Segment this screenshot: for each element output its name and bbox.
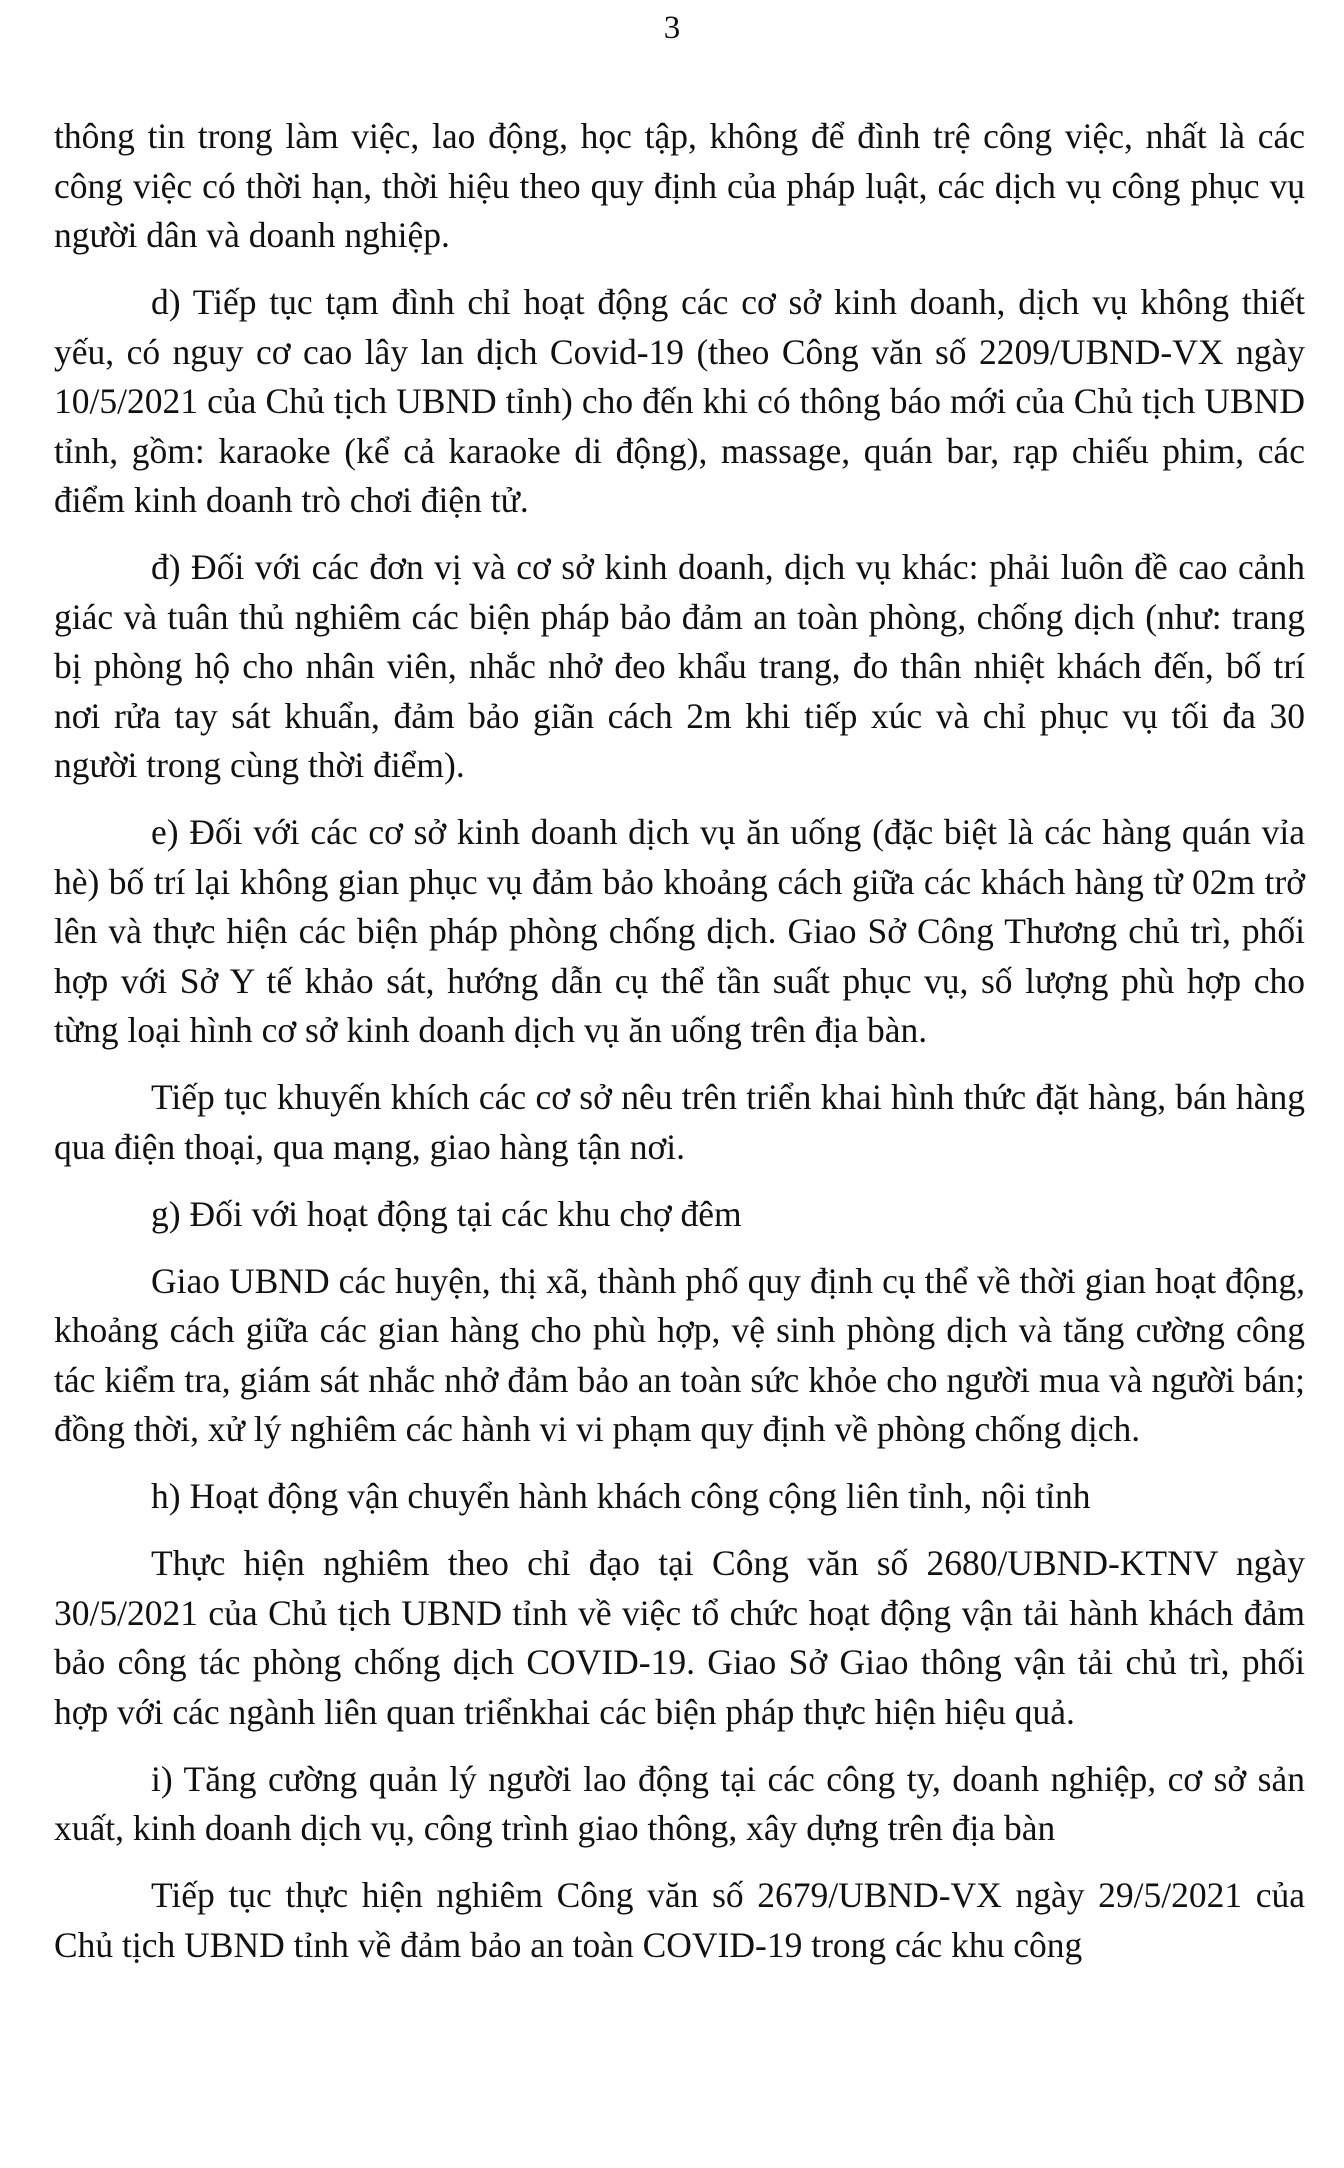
paragraph-item-g-body: Giao UBND các huyện, thị xã, thành phố quy định cụ thể về thời gian hoạt động, khoảng cách giữa các gian hàng cho phù hợp, vệ sinh phòng dịch và tăng cường công tác kiểm tra, giám sát nhắc nhở đảm bảo an toàn sức khỏe cho người mua và người bán; đồng thời, xử lý nghiêm các hành vi vi phạm quy định về phòng chống dịch. [54,1260,1305,1449]
document-body [54,112,1305,1988]
paragraph-item-i-heading: i) Tăng cường quản lý người lao động tại các công ty, doanh nghiệp, cơ sở sản xuất, kinh doanh dịch vụ, công trình giao thông, xây dựng trên địa bàn [54,1758,1305,1848]
paragraph-item-d: d) Tiếp tục tạm đình chỉ hoạt động các cơ sở kinh doanh, dịch vụ không thiết yếu, có nguy cơ cao lây lan dịch Covid-19 (theo Công văn số 2209/UBND-VX ngày 10/5/2021 của Chủ tịch UBND tỉnh) cho đến khi có thông báo mới của Chủ tịch UBND tỉnh, gồm: karaoke (kể cả karaoke di động), massage, quán bar, rạp chiếu phim, các điểm kinh doanh trò chơi điện tử. [54,282,1305,520]
paragraph-item-e: e) Đối với các cơ sở kinh doanh dịch vụ ăn uống (đặc biệt là các hàng quán vỉa hè) bố trí lại không gian phục vụ đảm bảo khoảng cách giữa các khách hàng từ 02m trở lên và thực hiện các biện pháp phòng chống dịch. Giao Sở Công Thương chủ trì, phối hợp với Sở Y tế khảo sát, hướng dẫn cụ thể tần suất phục vụ, số lượng phù hợp cho từng loại hình cơ sở kinh doanh dịch vụ ăn uống trên địa bàn. [54,812,1305,1050]
paragraph-item-e-continued: Tiếp tục khuyến khích các cơ sở nêu trên triển khai hình thức đặt hàng, bán hàng qua điện thoại, qua mạng, giao hàng tận nơi. [54,1077,1305,1167]
paragraph-item-h-body: Thực hiện nghiêm theo chỉ đạo tại Công văn số 2680/UBND-KTNV ngày 30/5/2021 của Chủ tịch UBND tỉnh về việc tổ chức hoạt động vận tải hành khách đảm bảo công tác phòng chống dịch COVID-19. Giao Sở Giao thông vận tải chủ trì, phối hợp với các ngành liên quan triểnkhai các biện pháp thực hiện hiệu quả. [54,1543,1305,1732]
paragraph-item-dd: đ) Đối với các đơn vị và cơ sở kinh doanh, dịch vụ khác: phải luôn đề cao cảnh giác và tuân thủ nghiêm các biện pháp bảo đảm an toàn phòng, chống dịch (như: trang bị phòng hộ cho nhân viên, nhắc nhở đeo khẩu trang, đo thân nhiệt khách đến, bố trí nơi rửa tay sát khuẩn, đảm bảo giãn cách 2m khi tiếp xúc và chỉ phục vụ tối đa 30 người trong cùng thời điểm). [54,547,1305,785]
paragraph-item-g-heading: g) Đối với hoạt động tại các khu chợ đêm [151,1193,742,1234]
page-number: 3 [663,10,681,46]
paragraph-item-h-heading: h) Hoạt động vận chuyển hành khách công cộng liên tỉnh, nội tỉnh [151,1476,1091,1516]
paragraph-continued-intro: thông tin trong làm việc, lao động, học tập, không để đình trệ công việc, nhất là các công việc có thời hạn, thời hiệu theo quy định của pháp luật, các dịch vụ công phục vụ người dân và doanh nghiệp. [54,116,1305,255]
paragraph-item-i-body: Tiếp tục thực hiện nghiêm Công văn số 2679/UBND-VX ngày 29/5/2021 của Chủ tịch UBND tỉnh về đảm bảo an toàn COVID-19 trong các khu công [54,1875,1305,1965]
